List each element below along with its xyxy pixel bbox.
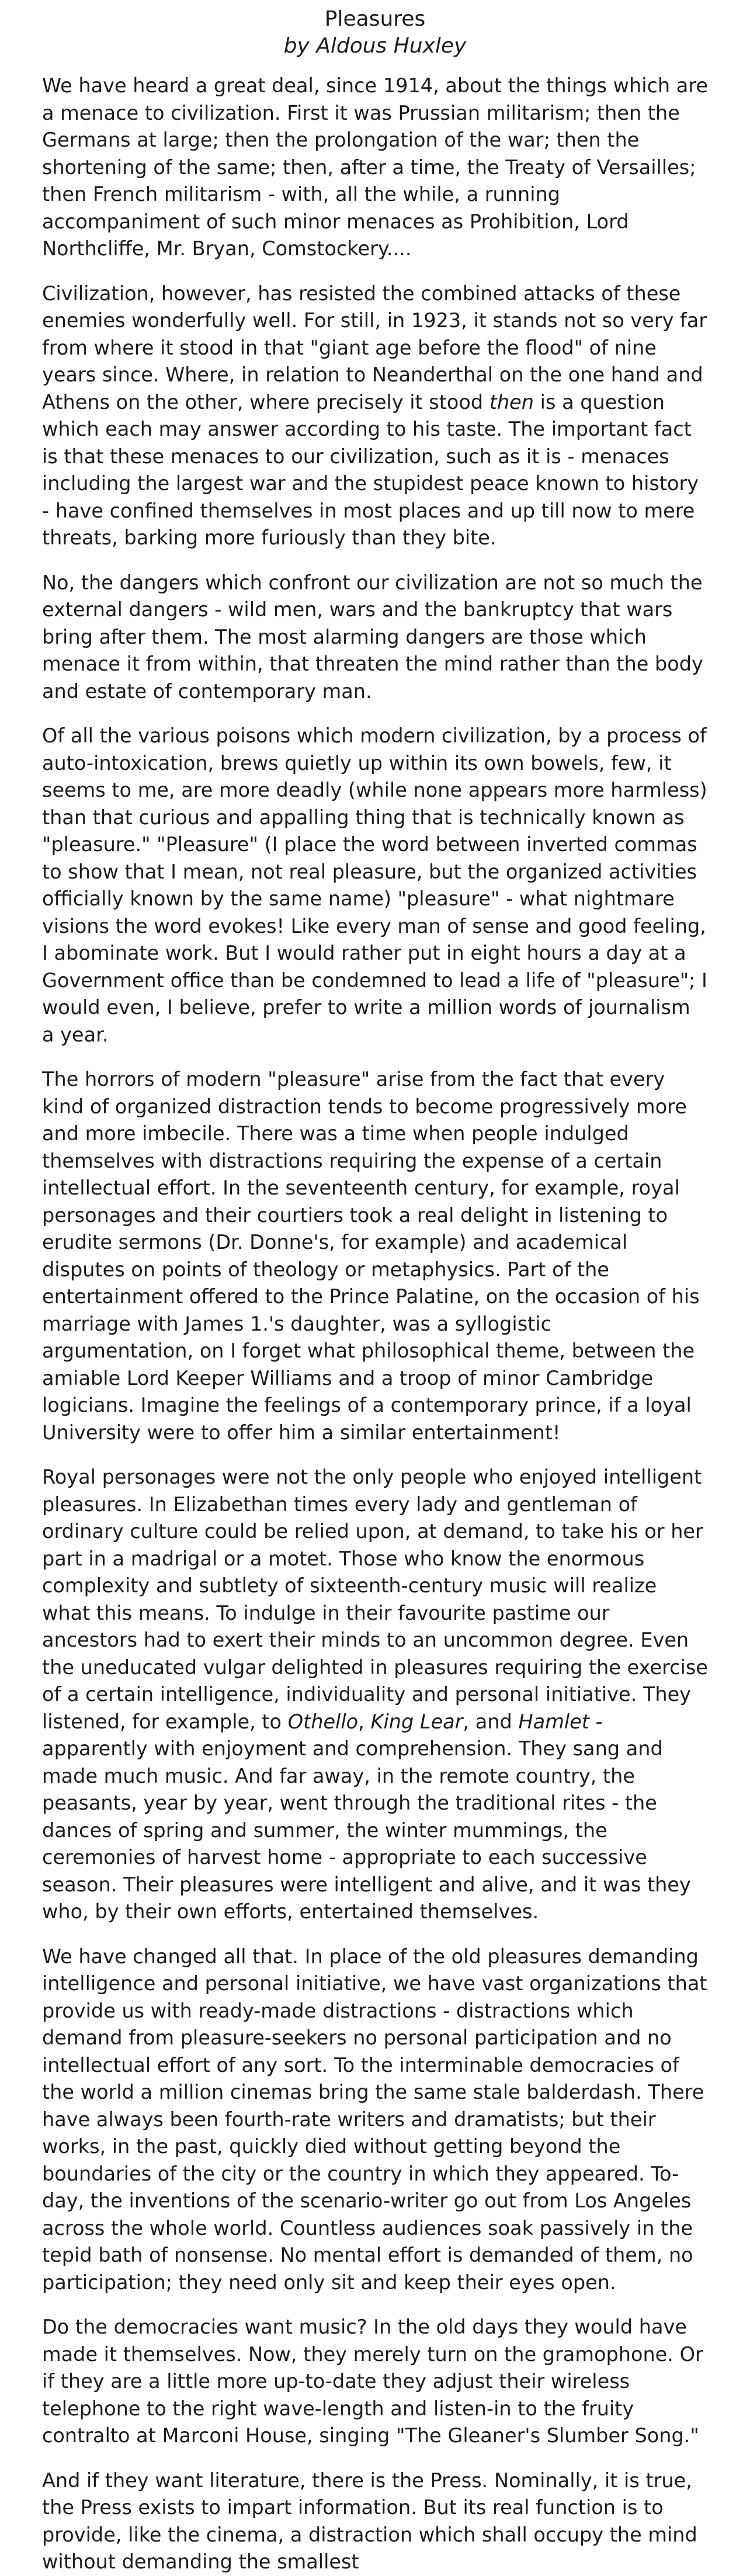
paragraph-2-emphasis: then — [489, 390, 534, 414]
paragraph-2-text-a: Civilization, however, has resisted the combined attacks of these enemies wonderfully well. For still, in 1923, it stands not so very far from where it stood in that "giant age before the flood" of nine years since. Where, in relation to Neanderthal on the one hand and Athens on the other, where precisely it stood — [42, 282, 707, 414]
paragraph-6-separator-2: , and — [463, 1710, 519, 1733]
paragraph-9: And if they want literature, there is the Press. Nominally, it is true, the Press exists to impart information. But its real function is to provide, like the cinema, a distraction which shall occupy the mind without demanding the smallest — [42, 2469, 697, 2573]
paragraph-6-title-hamlet: Hamlet — [518, 1710, 589, 1733]
paragraph-6-separator-1: , — [358, 1710, 371, 1733]
paragraph-6-text-b: - apparently with enjoyment and comprehension. They sang and made much music. And far away, in the remote country, the peasants, year by year, went through the traditional rites - the dances of spring and summer, the winter mummings, the ceremonies of harvest home - appropriate to each successive season. Their pleasures were intelligent and alive, and it was they who, by their own efforts, entertained themselves. — [42, 1710, 691, 1923]
document-byline: by Aldous Huxley — [283, 34, 467, 58]
paragraph-2-text-b: is a question which each may answer according to his taste. The important fact is that these menaces to our civilization, such as it is - menaces including the largest war and the stupidest peace known to history - have confined themselves in most places and up till now to mere threats, barking more furiously than they bite. — [42, 390, 699, 549]
paragraph-6-title-othello: Othello — [287, 1710, 359, 1733]
paragraph-5: The horrors of modern "pleasure" arise from the fact that every kind of organized distraction tends to become progressively more and more imbecile. There was a time when people indulged themselves with distractions requiring the expense of a certain intellectual effort. In the seventeenth century, for example, royal personages and their courtiers took a real delight in listening to erudite sermons (Dr. Donne's, for example) and academical disputes on points of theology or metaphysics. Part of the entertainment offered to the Prince Palatine, on the occasion of his marriage with James 1.'s daughter, was a syllogistic argumentation, on I forget what philosophical theme, between the amiable Lord Keeper Williams and a troop of minor Cambridge logicians. Imagine the feelings of a contemporary prince, if a loyal University were to offer him a similar entertainment! — [42, 1068, 700, 1444]
paragraph-4: Of all the various poisons which modern civilization, by a process of auto-intoxication, brews quietly up within its own bowels, few, it seems to me, are more deadly (while none appears more harmless) than that curious and appalling thing that is technically known as "pleasure." "Pleasure" (I place the word between inverted commas to show that I mean, not real pleasure, but the organized activities officially known by the same name) "pleasure" - what nightmare visions the word evokes! Like every man of sense and good feeling, I abominate work. But I would rather put in eight hours a day at a Government office than be condemned to lead a life of "pleasure"; I would even, I believe, prefer to write a million words of journalism a year. — [42, 724, 707, 1046]
paragraph-3: No, the dangers which confront our civilization are not so much the external dangers - wild men, wars and the bankruptcy that wars bring after them. The most alarming dangers are those which menace it from within, that threaten the mind rather than the body and estate of contemporary man. — [42, 571, 703, 703]
document-title: Pleasures — [324, 7, 426, 31]
paragraph-7: We have changed all that. In place of the old pleasures demanding intelligence and personal initiative, we have vast organizations that provide us with ready-made distractions - distractions which demand from pleasure-seekers no personal participation and no intellectual effort of any sort. To the interminable democracies of the world a million cinemas bring the same stale balderdash. There have always been fourth-rate writers and dramatists; but their works, in the past, quickly died without getting beyond the boundaries of the city or the country in which they appeared. To-day, the inventions of the scenario-writer go out from Los Angeles across the whole world. Countless audiences soak passively in the tepid bath of nonsense. No mental effort is demanded of them, no participation; they need only sit and keep their eyes open. — [42, 1945, 707, 2294]
paragraph-8: Do the democracies want music? In the old days they would have made it themselves. Now, they merely turn on the gramophone. Or if they are a little more up-to-date they adjust their wireless telephone to the right wave-length and listen-in to the fruity contralto at Marconi House, singing "The Gleaner's Slumber Song." — [42, 2315, 703, 2447]
paragraph-2 — [42, 280, 708, 552]
paragraph-6-title-king-lear: King Lear — [370, 1710, 463, 1733]
paragraph-1: We have heard a great deal, since 1914, about the things which are a menace to civilization. First it was Prussian militarism; then the Germans at large; then the prolongation of the war; then the shortening of the same; then, after a time, the Treaty of Versailles; then French militarism - with, all the while, a running accompaniment of such minor menaces as Prohibition, Lord Northcliffe, Mr. Bryan, Comstockery.... — [42, 74, 708, 260]
paragraph-6 — [42, 1464, 708, 1926]
document-page — [0, 6, 750, 2573]
paragraph-6-text-a: Royal personages were not the only people who enjoyed intelligent pleasures. In Elizabethan times every lady and gentleman of ordinary culture could be relied upon, at demand, to take his or her part in a madrigal or a motet. Those who know the enormous complexity and subtlety of sixteenth-century music will realize what this means. To indulge in their favourite pastime our ancestors had to exert their minds to an uncommon degree. Even the uneducated vulgar delighted in pleasures requiring the exercise of a certain intelligence, individuality and personal initiative. They listened, for example, to — [42, 1466, 708, 1733]
